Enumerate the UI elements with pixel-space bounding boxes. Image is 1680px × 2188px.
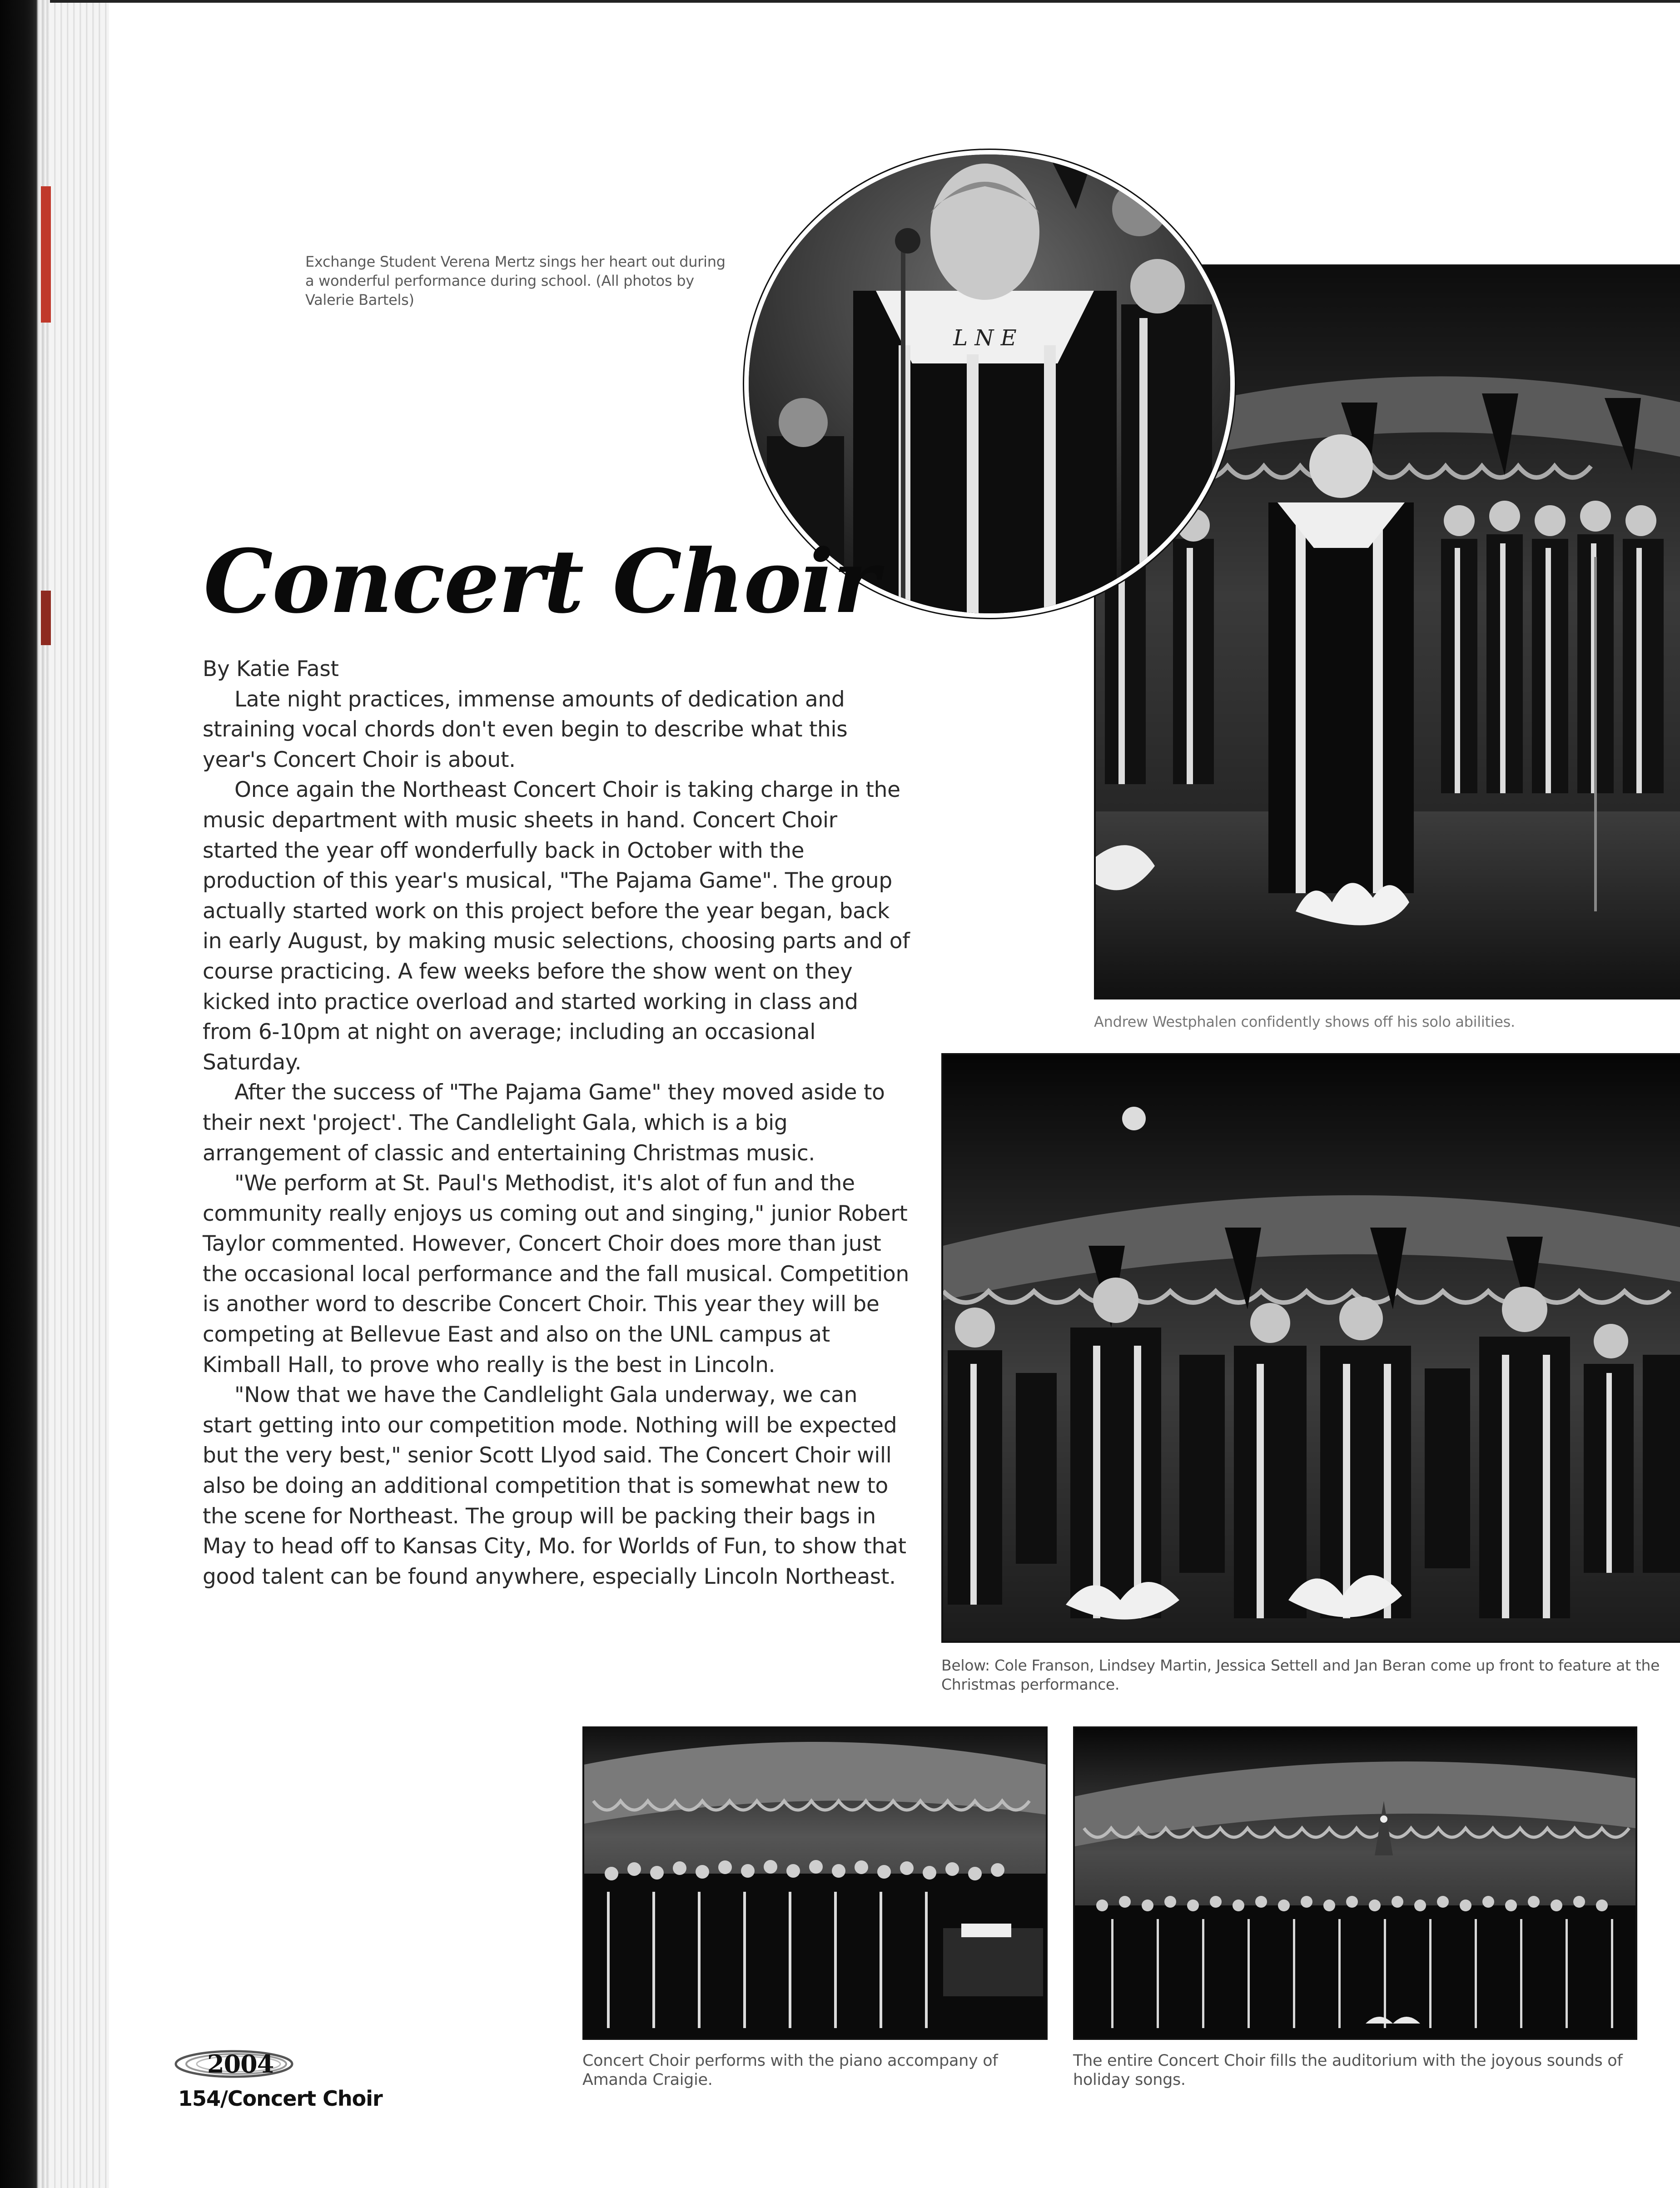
caption-verena: Exchange Student Verena Mertz sings her heart out during a wonderful performance during school. (All photos by Valerie Bartels) <box>305 253 726 308</box>
photo-piano-accompany <box>582 1726 1048 2040</box>
top-border <box>50 0 1680 3</box>
front-soloists-scene <box>943 1055 1680 1641</box>
paragraph-3: After the success of "The Pajama Game" they moved aside to their next 'project'. The Candlelight Gala, which is a big arrangement of classic and entertaining Christmas music. <box>203 1080 885 1166</box>
paragraph-1: Late night practices, immense amounts of dedication and straining vocal chords don't even begin to describe what this year's Concert Choir is about. <box>203 686 848 772</box>
page-title: Concert Choir <box>204 531 878 633</box>
article-body <box>203 654 911 1592</box>
page-edges <box>50 0 109 2188</box>
paragraph-5: "Now that we have the Candlelight Gala underway, we can start getting into our competition mode. Nothing will be expected but the very best," senior Scott Llyod said. The Concert Choir will also be doing an additional competition that is somewhat new to the scene for Northeast. The group will be packing their bags in May to head off to Kansas City, Mo. for Worlds of Fun, to show that good talent can be found anywhere, especially Lincoln Northeast. <box>203 1382 906 1589</box>
paragraph-4: "We perform at St. Paul's Methodist, it's alot of fun and the community really enjoys us coming out and singing," junior Robert Taylor commented. However, Concert Choir does more than just the occasional local performance and the fall musical. Competition is another word to describe Concert Choir. This year they will be competing at Bellevue East and also on the UNL campus at Kimball Hall, to prove who really is the best in Lincoln. <box>203 1171 909 1377</box>
page-folio: 154/Concert Choir <box>178 2086 383 2111</box>
caption-front-soloists: Below: Cole Franson, Lindsey Martin, Jessica Settell and Jan Beran come up front to feature at the Christmas performance. <box>941 1656 1660 1693</box>
caption-andrew: Andrew Westphalen confidently shows off his solo abilities. <box>1094 1013 1515 1030</box>
caption-entire-choir: The entire Concert Choir fills the auditorium with the joyous sounds of holiday songs. <box>1073 2052 1623 2089</box>
byline: By Katie Fast <box>203 656 339 681</box>
piano-scene <box>584 1728 1046 2038</box>
yearbook-year: 2004 <box>207 2049 274 2079</box>
book-spine <box>0 0 50 2188</box>
photo-entire-choir <box>1073 1726 1637 2040</box>
photo-front-soloists <box>941 1053 1680 1643</box>
entire-choir-scene <box>1075 1728 1635 2038</box>
robe-monogram: L N E <box>953 325 1017 351</box>
caption-piano: Concert Choir performs with the piano accompany of Amanda Craigie. <box>582 2052 998 2089</box>
spine-red-mark-lower <box>41 591 51 645</box>
spine-red-mark <box>41 186 51 323</box>
paragraph-2: Once again the Northeast Concert Choir is taking charge in the music department with music sheets in hand. Concert Choir started the year off wonderfully back in October with the production of this year's musical, "The Pajama Game". The group actually started work on this project before the year began, back in early August, by making music selections, choosing parts and of course practicing. A few weeks before the show went on they kicked into practice overload and started working in class and from 6-10pm at night on average; including an occasional Saturday. <box>203 777 910 1075</box>
